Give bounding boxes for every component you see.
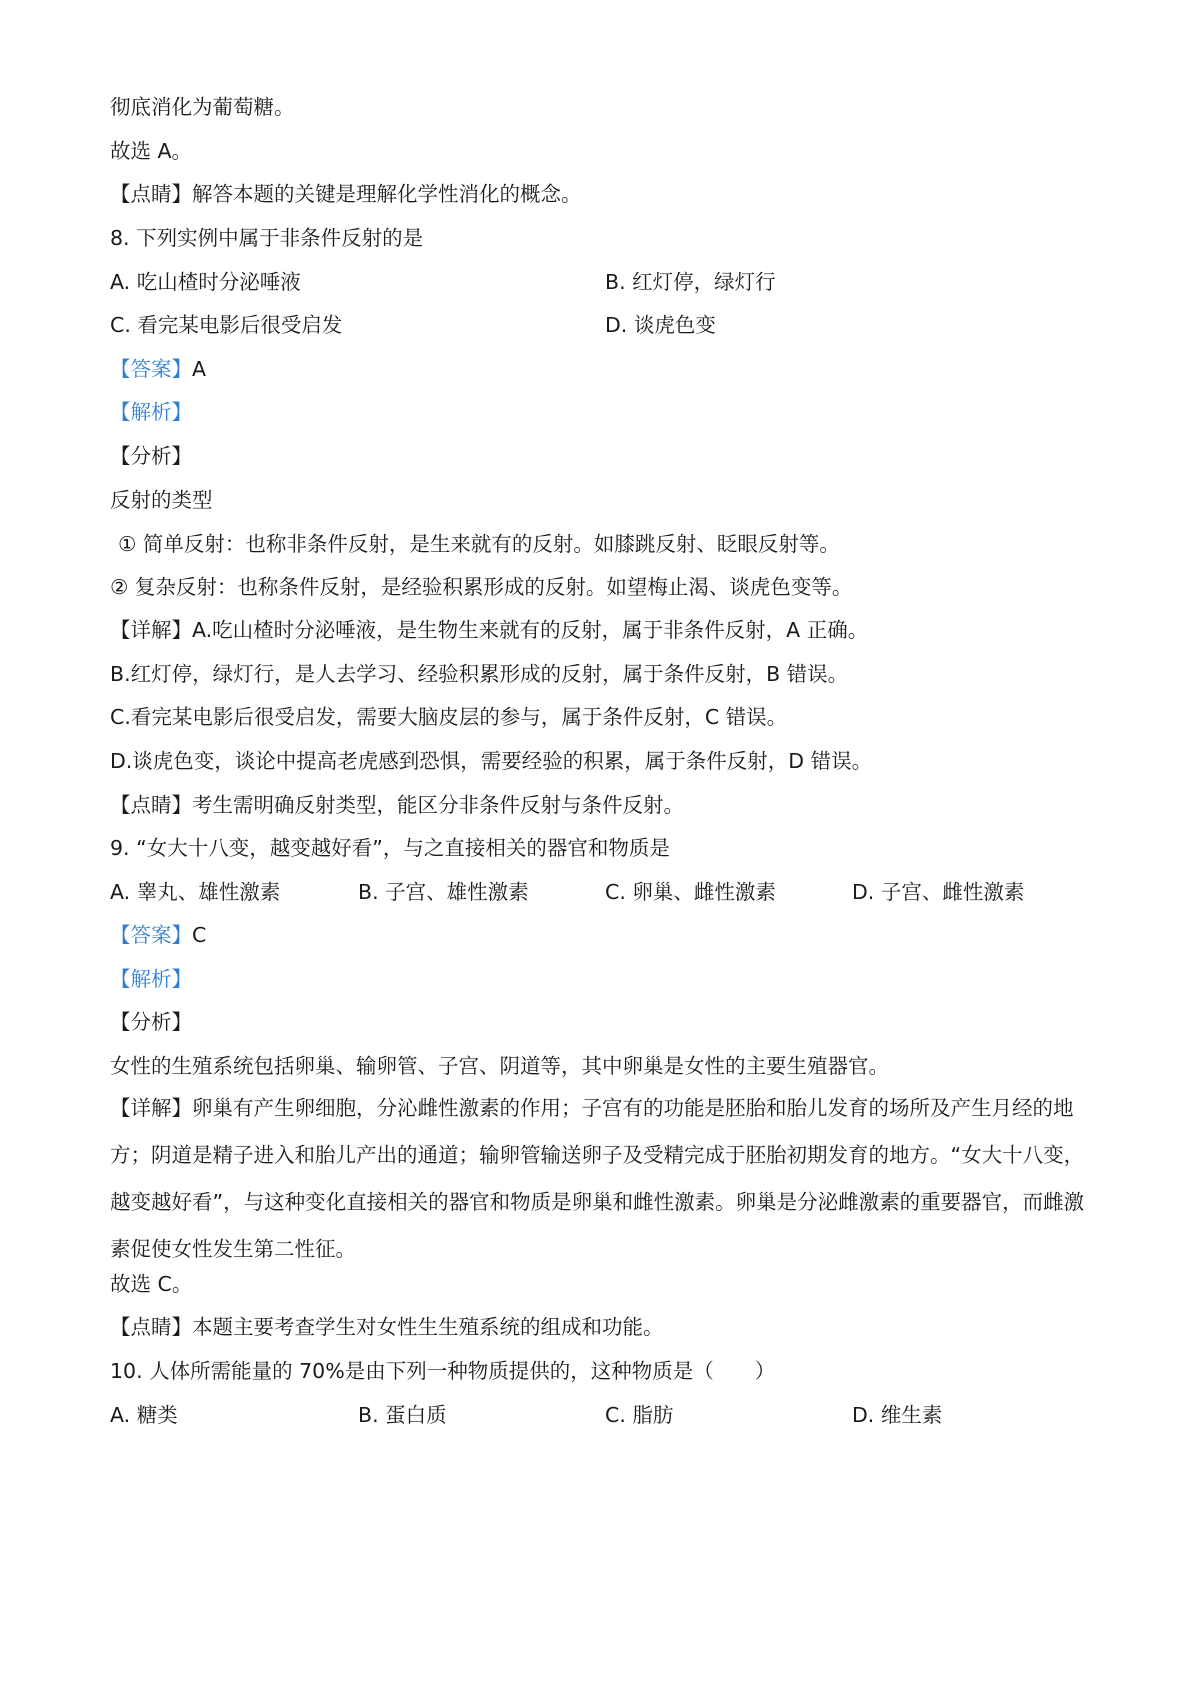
q8-answer-label: 【答案】 (110, 357, 192, 381)
q9-answer-label: 【答案】 (110, 923, 192, 947)
q9-tip: 【点睛】本题主要考查学生对女性生生殖系统的组成和功能。 (110, 1315, 664, 1339)
q8-fenxi-label: 【分析】 (110, 444, 192, 468)
q9-option-d: D. 子宫、雌性激素 (852, 880, 1025, 904)
q8-option-c: C. 看完某电影后很受启发 (110, 313, 343, 337)
q10-option-c: C. 脂肪 (605, 1403, 674, 1427)
q9-option-c: C. 卵巢、雌性激素 (605, 880, 776, 904)
q9-choose: 故选 C。 (110, 1272, 193, 1296)
q8-detail-a: 【详解】A.吃山楂时分泌唾液，是生物生来就有的反射，属于非条件反射，A 正确。 (110, 618, 869, 642)
q8-option-b: B. 红灯停，绿灯行 (605, 270, 776, 294)
q8-type-title: 反射的类型 (110, 488, 213, 512)
q9-answer (110, 921, 206, 949)
q8-type-simple: ① 简单反射：也称非条件反射，是生来就有的反射。如膝跳反射、眨眼反射等。 (118, 532, 840, 556)
q9-option-a: A. 睾丸、雄性激素 (110, 880, 281, 904)
q8-detail-c: C.看完某电影后很受启发，需要大脑皮层的参与，属于条件反射，C 错误。 (110, 705, 788, 729)
q8-detail-d: D.谈虎色变，谈论中提高老虎感到恐惧，需要经验的积累，属于条件反射，D 错误。 (110, 749, 873, 773)
q9-analysis-label: 【解析】 (110, 967, 192, 991)
q8-type-complex: ② 复杂反射：也称条件反射，是经验积累形成的反射。如望梅止渴、谈虎色变等。 (110, 575, 853, 599)
prev-conclusion-line: 彻底消化为葡萄糖。 (110, 95, 295, 119)
q10-stem: 10. 人体所需能量的 70%是由下列一种物质提供的，这种物质是（ ） (110, 1359, 776, 1383)
q10-option-d: D. 维生素 (852, 1403, 943, 1427)
q9-stem: 9. “女大十八变，越变越好看”，与之直接相关的器官和物质是 (110, 836, 670, 860)
q8-analysis-label: 【解析】 (110, 400, 192, 424)
q8-stem: 8. 下列实例中属于非条件反射的是 (110, 226, 424, 250)
q8-answer (110, 355, 206, 383)
q8-tip: 【点睛】考生需明确反射类型，能区分非条件反射与条件反射。 (110, 793, 684, 817)
q10-option-a: A. 糖类 (110, 1403, 178, 1427)
prev-tip-line: 【点睛】解答本题的关键是理解化学性消化的概念。 (110, 182, 582, 206)
q10-option-b: B. 蛋白质 (358, 1403, 447, 1427)
q9-option-b: B. 子宫、雄性激素 (358, 880, 529, 904)
q9-fenxi-text: 女性的生殖系统包括卵巢、输卵管、子宫、阴道等，其中卵巢是女性的主要生殖器官。 (110, 1054, 889, 1078)
q9-answer-value: C (192, 923, 207, 947)
q9-fenxi-label: 【分析】 (110, 1010, 192, 1034)
q8-option-a: A. 吃山楂时分泌唾液 (110, 270, 301, 294)
prev-choice-line: 故选 A。 (110, 139, 193, 163)
q8-option-d: D. 谈虎色变 (605, 313, 716, 337)
q8-answer-value: A (192, 357, 207, 381)
q8-detail-b: B.红灯停，绿灯行，是人去学习、经验积累形成的反射，属于条件反射，B 错误。 (110, 662, 849, 686)
q9-detail: 【详解】卵巢有产生卵细胞，分沁雌性激素的作用；子宫有的功能是胚胎和胎儿发育的场所及产生月经的地方；阴道是精子进入和胎儿产出的通道；输卵管输送卵子及受精完成于胚胎初期发育的地方。“女大十八变，越变越好看”，与这种变化直接相关的器官和物质是卵巢和雌性激素。卵巢是分泌雌激素的重要器官，而雌激素促使女性发生第二性征。 (110, 1096, 1085, 1261)
